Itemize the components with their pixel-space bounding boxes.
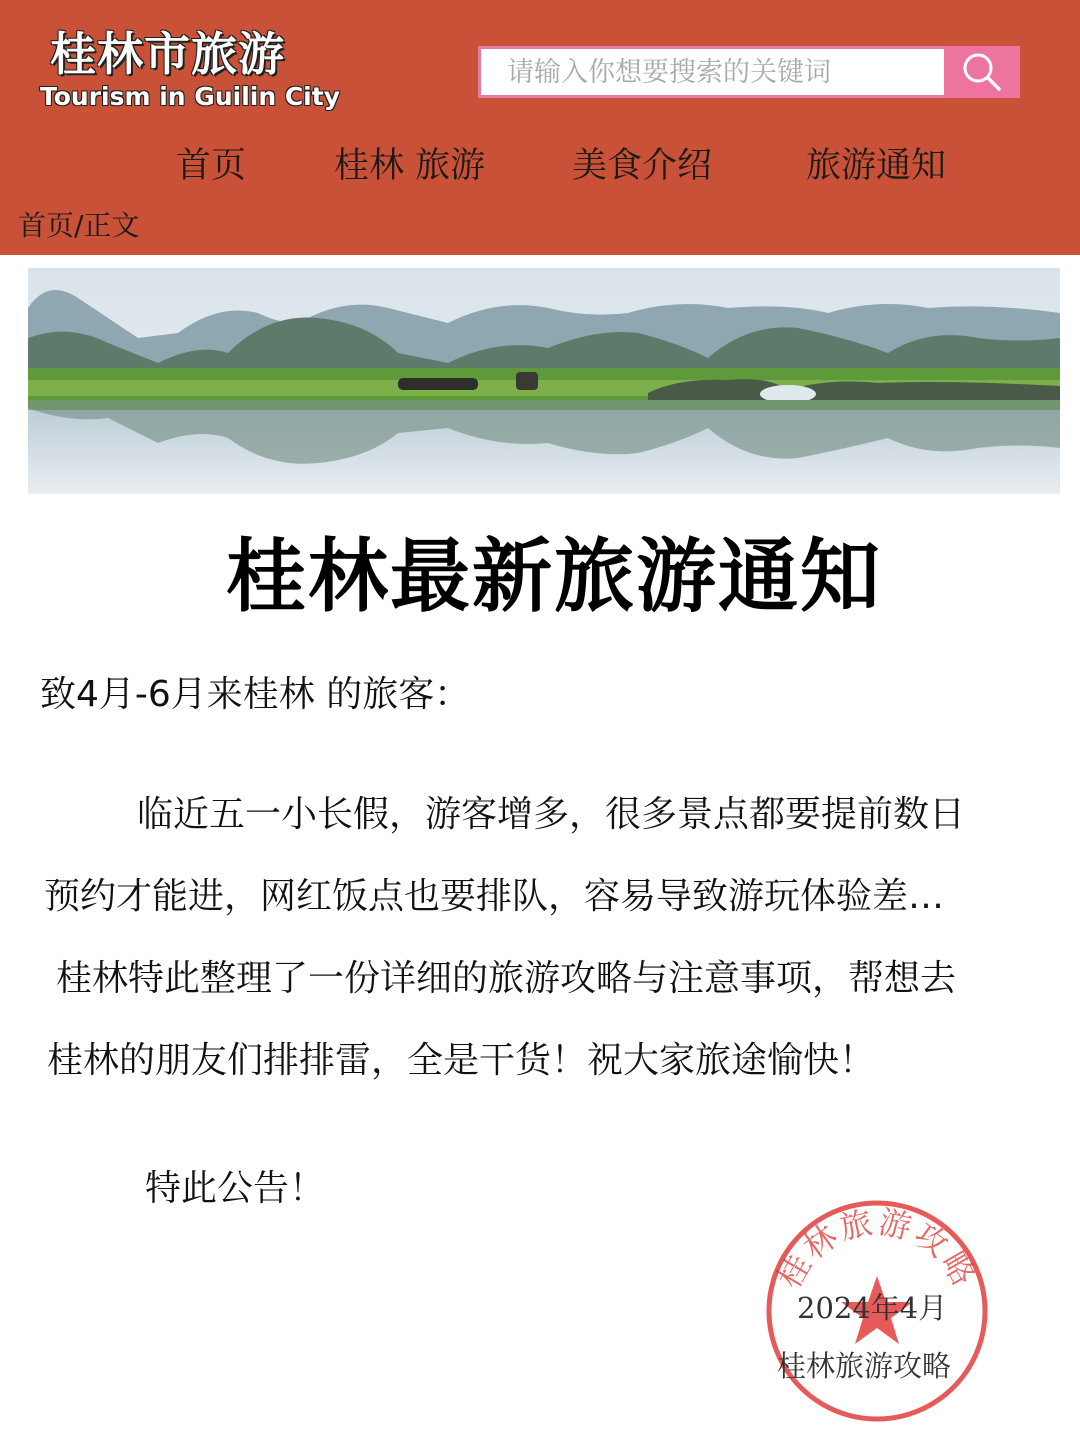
nav-home[interactable]: 首页 [176,146,247,186]
site-title: 桂林市旅游 [50,27,285,81]
search-input[interactable] [478,46,944,98]
svg-text:桂林旅游攻略: 桂林旅游攻略 [769,1202,985,1295]
site-subtitle: Tourism in Guilin City [40,82,340,111]
body-line: 桂林特此整理了一份详细的旅游攻略与注意事项，帮想去 [56,958,957,999]
search-button[interactable] [944,46,1020,98]
body-line: 桂林的朋友们排排雷，全是干货！祝大家旅途愉快！ [47,1040,876,1081]
signature-name: 桂林旅游攻略 [777,1349,952,1383]
greeting: 致4月-6月来桂林 的旅客： [40,674,471,715]
closing-note: 特此公告！ [145,1168,326,1209]
nav-guilin-tourism[interactable]: 桂林 旅游 [334,146,486,186]
nav-travel-notice[interactable]: 旅游通知 [806,146,947,186]
signature-date: 2024年4月 [797,1291,948,1325]
search-icon [960,50,1004,94]
banner-image [28,268,1060,494]
page-title: 桂林最新旅游通知 [226,530,882,623]
nav-food[interactable]: 美食介绍 [572,146,713,186]
site-header [0,0,1080,255]
breadcrumb[interactable]: 首页/正文 [18,209,140,242]
body-line: 预约才能进，网红饭点也要排队，容易导致游玩体验差… [44,876,945,917]
body-line: 临近五一小长假，游客增多，很多景点都要提前数日 [137,794,966,835]
landscape-illustration [28,268,1060,494]
